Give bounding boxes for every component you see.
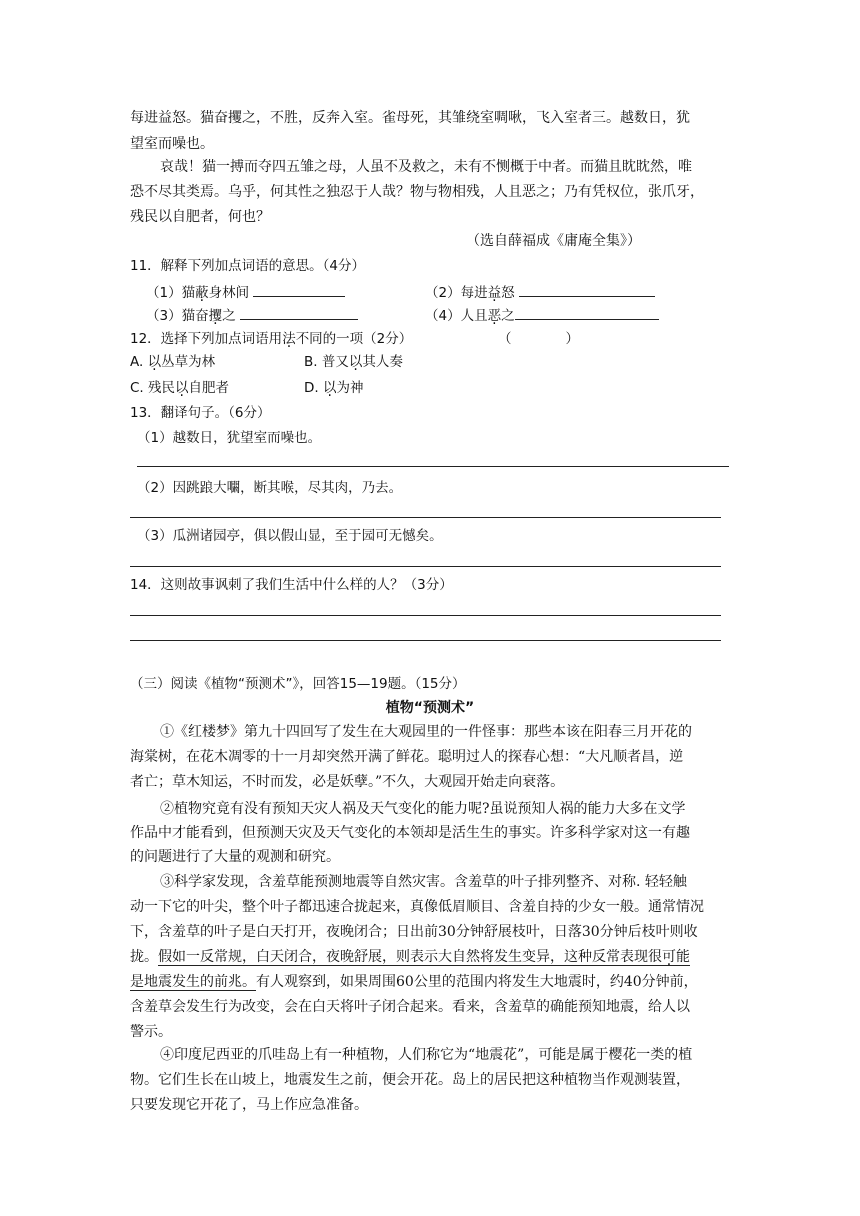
answer-line[interactable]: [130, 517, 721, 518]
q12-option-a: A. 以丛草为林: [130, 354, 216, 370]
paragraph-line: ③科学家发现，含羞草能预测地震等自然灾害。含羞草的叶子排列整齐、对称. 轻轻触: [160, 874, 687, 890]
q11-item-3: （3）猫奋攫之: [146, 305, 358, 326]
q11-item-4: （4）人且恶之: [425, 305, 659, 326]
q11-stem: 11．解释下列加点词语的意思。（4分）: [130, 258, 366, 274]
q13-stem: 13．翻译句子。（6分）: [130, 405, 271, 421]
q13-sentence-2: （2）因跳踉大㘚，断其喉，尽其肉，乃去。: [137, 480, 403, 496]
q12-option-d: D. 以为神: [304, 380, 364, 396]
passage-line: 残民以自肥者，何也？: [130, 209, 270, 225]
dotted-phrase: 很可能: [648, 949, 690, 965]
paragraph-line: ④印度尼西亚的爪哇岛上有一种植物，人们称它为“地震花”，可能是属于樱花一类的植: [160, 1047, 693, 1063]
q13-sentence-1: （1）越数日，犹望室而噪也。: [137, 430, 322, 446]
answer-line[interactable]: [137, 466, 729, 467]
q12-answer-paren[interactable]: （ ）: [498, 331, 579, 347]
q12-option-b: B. 普又以其人奏: [304, 354, 403, 370]
paragraph-line: ②植物究竟有没有预知天灾人祸及天气变化的能力呢?虽说预知人祸的能力大多在文学: [160, 801, 686, 817]
answer-blank[interactable]: [253, 282, 345, 297]
underlined-sentence: 假如一反常规，白天闭合，夜晚舒展，则表示大自然将发生变异，这种反常表现: [158, 949, 648, 965]
paragraph-line: 物。它们生长在山坡上，地震发生之前，便会开花。岛上的居民把这种植物当作观测装置，: [130, 1072, 690, 1088]
paragraph-line: 作品中才能看到，但预测天灾及天气变化的本领却是活生生的事实。许多科学家对这一有趣: [130, 825, 690, 841]
answer-blank[interactable]: [240, 305, 358, 320]
paragraph-line: 者亡；草木知运，不时而发，必是妖孽。”不久，大观园开始走向衰落。: [130, 774, 565, 790]
paragraph-line: 警示。: [130, 1024, 172, 1040]
q12-stem: 12．选择下列加点词语用法不同的一项（2分）: [130, 331, 413, 347]
answer-blank[interactable]: [515, 305, 659, 320]
passage-line: 哀哉！猫一搏而夺四五雏之母，人虽不及救之，未有不恻概于中者。而猫且眈眈然，唯: [160, 159, 692, 175]
answer-blank[interactable]: [519, 282, 655, 297]
section-heading: （三）阅读《植物“预测术”》，回答15—19题。（15分）: [130, 676, 466, 692]
article-title: 植物“预测术”: [385, 700, 475, 716]
answer-line[interactable]: [130, 615, 721, 616]
answer-line[interactable]: [130, 640, 721, 641]
q12-option-c: C. 残民以自肥者: [130, 380, 230, 396]
passage-line: 望室而噪也。: [130, 136, 214, 152]
paragraph-line: 拢。假如一反常规，白天闭合，夜晚舒展，则表示大自然将发生变异，这种反常表现很可能: [130, 949, 690, 965]
paragraph-line: 的问题进行了大量的观测和研究。: [130, 849, 340, 865]
paragraph-line: 下，含羞草的叶子是白天打开，夜晚闭合；日出前30分钟舒展枝叶，日落30分钟后枝叶则收: [130, 924, 698, 940]
q13-sentence-3: （3）瓜洲诸园亭，俱以假山显，至于园可无憾矣。: [137, 528, 443, 544]
paragraph-line: 海棠树，在花木凋零的十一月却突然开满了鲜花。聪明过人的探春心想：“大凡顺者昌，逆: [130, 749, 684, 765]
paragraph-line: 含羞草会发生行为改变，会在白天将叶子闭合起来。看来，含羞草的确能预知地震，给人以: [130, 999, 690, 1015]
paragraph-line: ①《红楼梦》第九十四回写了发生在大观园里的一件怪事：那些本该在阳春三月开花的: [160, 724, 692, 740]
q11-item-1: （1）猫蔽身林间: [146, 282, 345, 303]
passage-source: （选自薛福成《庸庵全集》）: [466, 233, 641, 249]
paragraph-line: 动一下它的叶尖，整个叶子都迅速合拢起来，真像低眉顺目、含羞自持的少女一般。通常情况: [130, 899, 704, 915]
passage-line: 恐不尽其类焉。乌乎，何其性之独忍于人哉？物与物相残，人且恶之；乃有凭权位，张爪牙，: [130, 184, 704, 200]
q11-item-2: （2）每进益怒: [425, 282, 655, 303]
underlined-sentence: 是地震发生的前兆。: [130, 974, 256, 990]
paragraph-line: 是地震发生的前兆。有人观察到，如果周围60公里的范围内将发生大地震时，约40分钟前，: [130, 974, 698, 990]
answer-line[interactable]: [130, 566, 721, 567]
q14-stem: 14．这则故事讽刺了我们生活中什么样的人？（3分）: [130, 577, 453, 593]
paragraph-line: 只要发现它开花了，马上作应急准备。: [130, 1097, 368, 1113]
passage-line: 每进益怒。猫奋攫之，不胜，反奔入室。雀母死，其雏绕室啁啾，飞入室者三。越数日，犹: [130, 110, 690, 126]
